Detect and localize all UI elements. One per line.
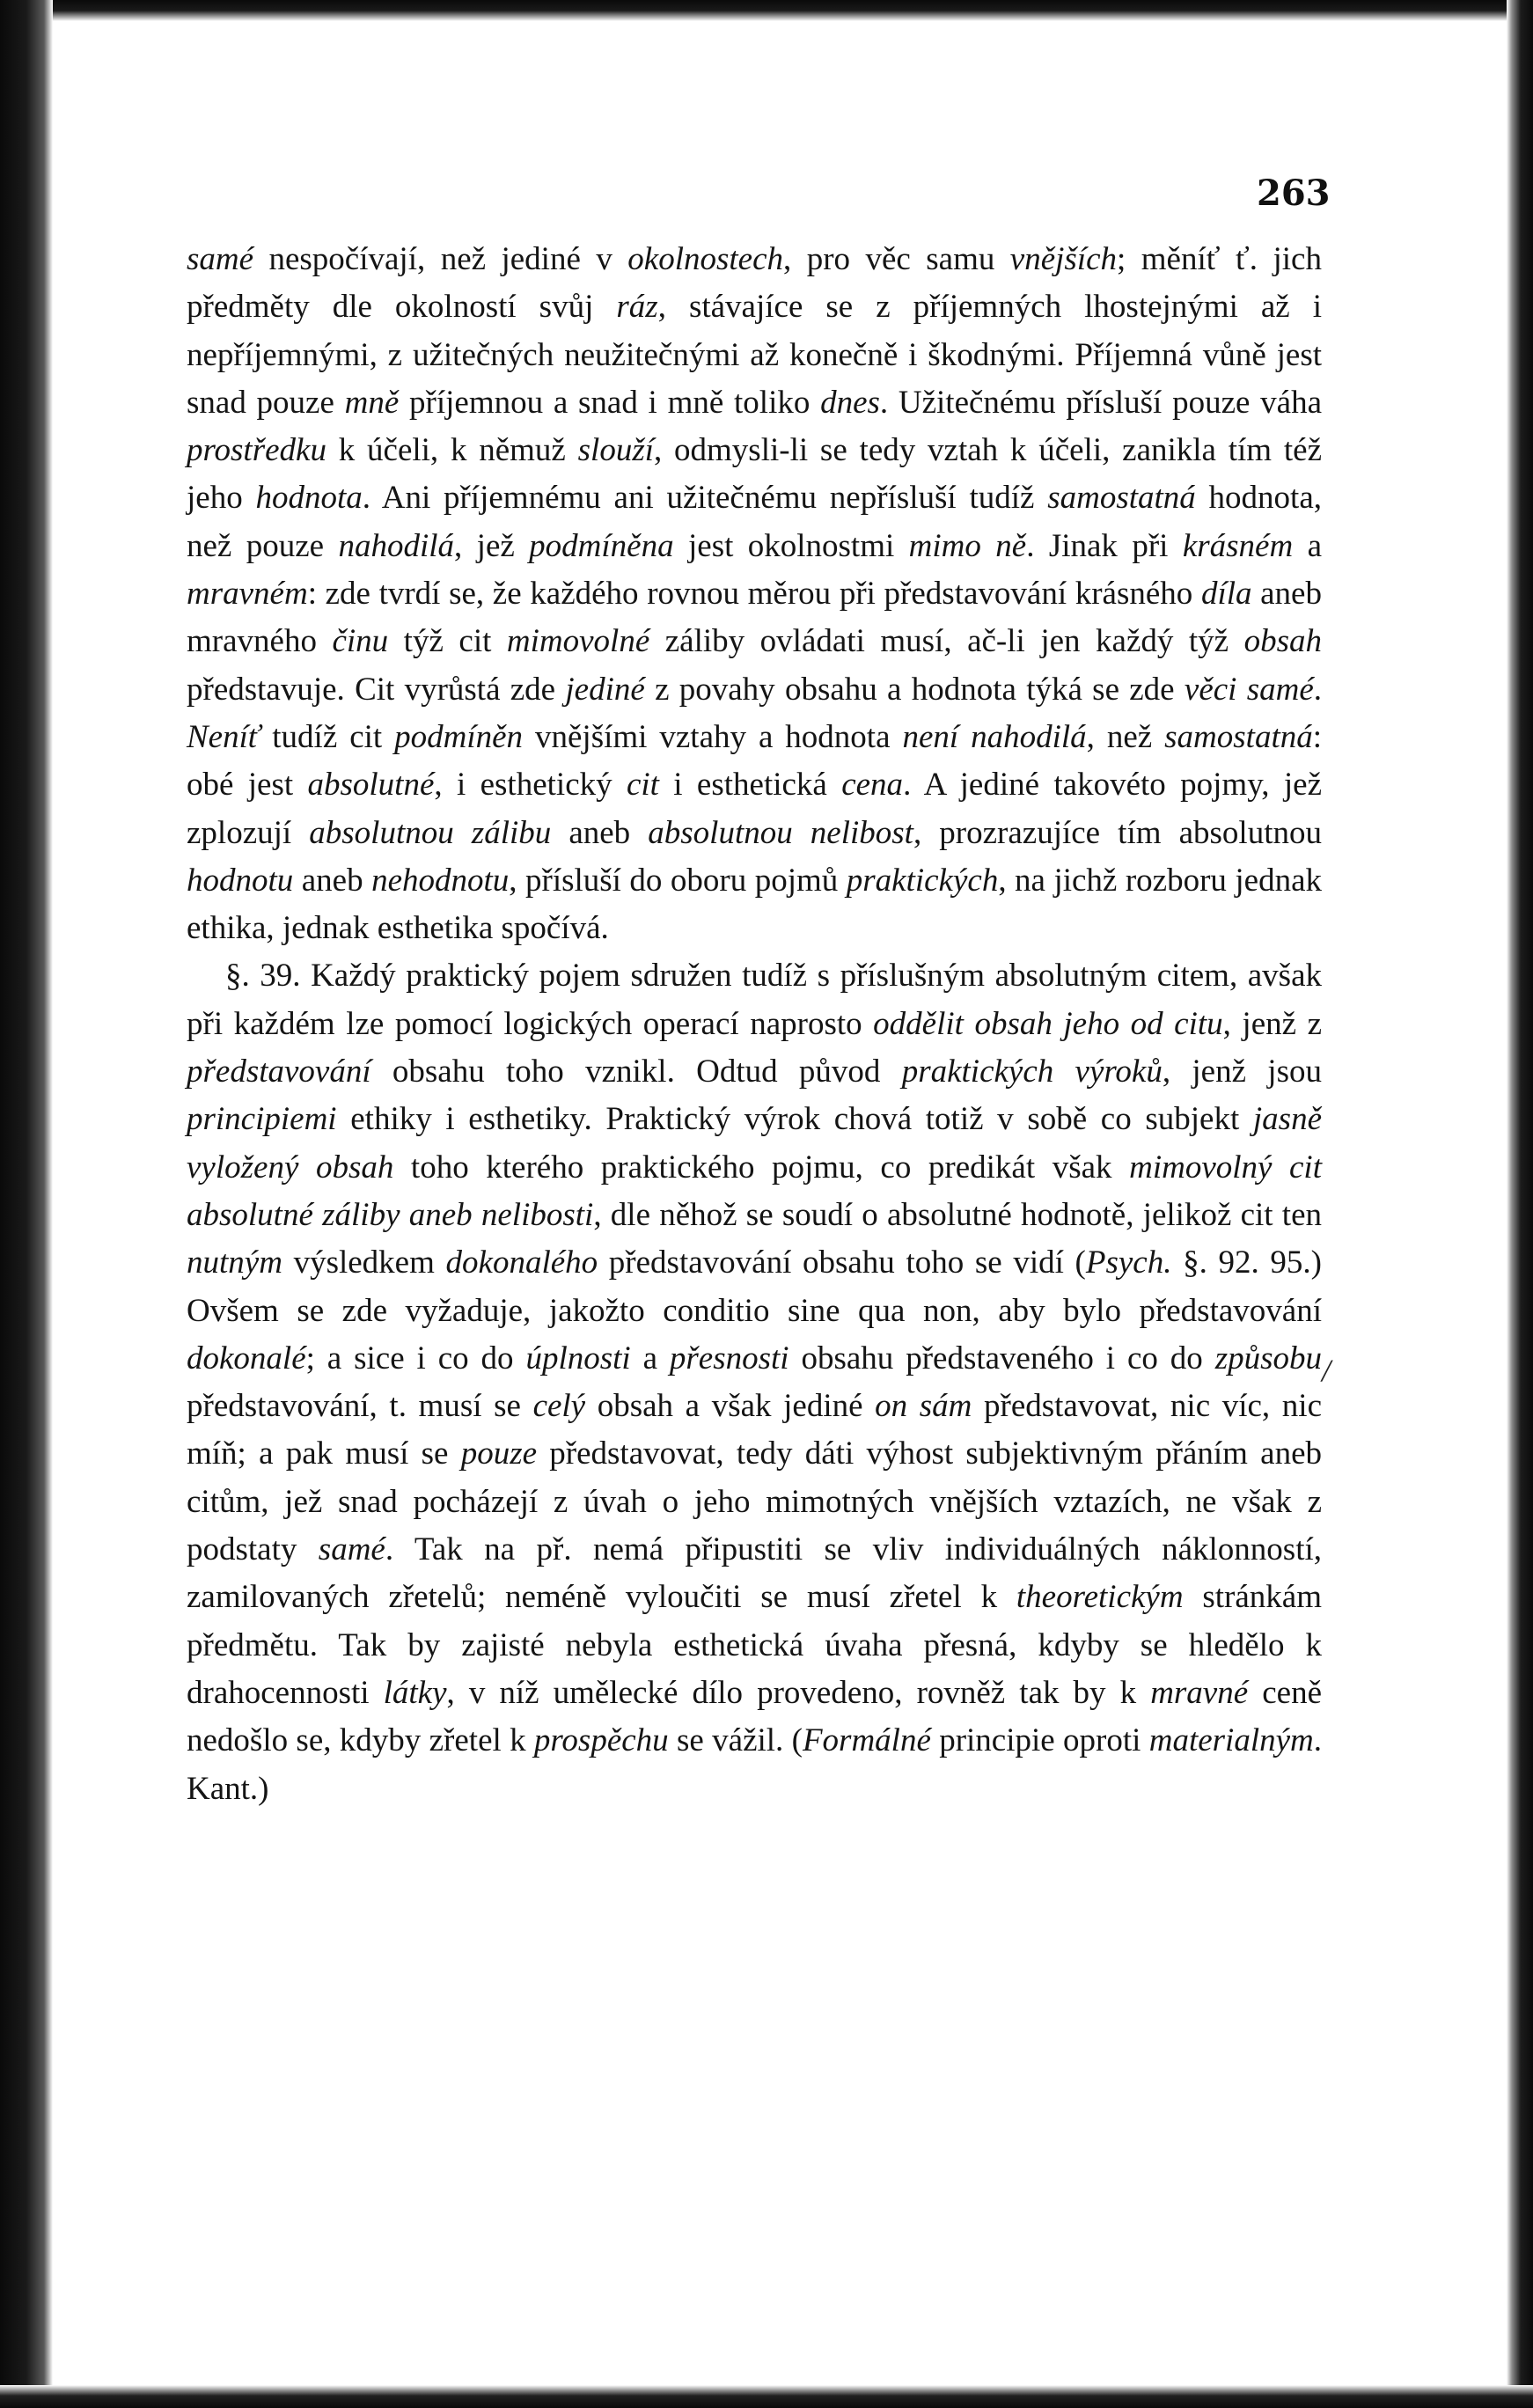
italic-run: díla — [1200, 576, 1252, 613]
text-run: , než — [1086, 718, 1165, 755]
scan-border-left — [0, 0, 53, 2408]
italic-run: Neníť — [187, 718, 260, 755]
text-run: obsah a však jediné — [585, 1388, 876, 1425]
scan-border-bottom — [0, 2385, 1533, 2408]
italic-run: on sám — [875, 1388, 972, 1425]
italic-run: obsah — [1243, 623, 1323, 660]
italic-run: principiemi — [187, 1101, 337, 1138]
italic-run: krásném — [1182, 527, 1294, 564]
page-number: 263 — [1257, 173, 1331, 214]
italic-run: podmíněn — [394, 718, 524, 755]
italic-run: mimovolný cit absolutné záliby aneb nelibosti — [187, 1149, 1322, 1233]
italic-run: mně — [344, 384, 400, 421]
italic-run: absolutnou zálibu — [309, 814, 552, 851]
text-run: i esthetická — [658, 767, 842, 804]
italic-run: samé — [187, 241, 254, 277]
text-run: představuje. Cit vyrůstá zde — [187, 671, 566, 708]
text-run: aneb mravného — [187, 576, 1322, 660]
text-run: k účeli, k němuž — [326, 432, 578, 469]
text-run: principie oproti — [930, 1722, 1149, 1759]
italic-run: vnějších — [1009, 241, 1118, 277]
text-run: ; měníť ť. jich předměty dle okolností svůj — [187, 241, 1322, 326]
text-run: , jenž z — [1222, 1005, 1322, 1042]
text-run: obsahu toho vznikl. Odtud původ — [370, 1054, 902, 1090]
text-run: , i esthetický — [434, 767, 627, 804]
italic-run: ráz — [616, 289, 658, 326]
text-run: , odmysli-li se tedy vztah k účeli, zanikla tím též jeho — [187, 432, 1322, 517]
italic-run: způsobu — [1214, 1340, 1322, 1377]
text-run: vnějšími vztahy a hodnota — [523, 718, 903, 755]
body-text — [187, 236, 1322, 1813]
italic-run: dokonalého — [445, 1244, 598, 1281]
text-run: , na jichž rozboru jednak ethika, jednak esthetika spočívá. — [187, 862, 1322, 947]
text-run: . Ani příjemnému ani užitečnému nepřísluší tudíž — [362, 480, 1048, 517]
italic-run: mimovolné — [506, 623, 650, 660]
italic-run: není nahodilá — [902, 718, 1087, 755]
italic-run: činu — [332, 623, 389, 660]
italic-run: praktických — [846, 862, 999, 899]
italic-run: theoretickým — [1016, 1579, 1184, 1616]
italic-run: cena — [841, 767, 904, 804]
text-run: tudíž cit — [260, 718, 395, 755]
italic-run: mravném — [187, 576, 308, 613]
text-run: , dle něhož se soudí o absolutné hodnotě, jelikož cit ten — [593, 1196, 1323, 1233]
italic-run: nehodnotu — [371, 862, 510, 899]
text-run: . Užitečnému přísluší pouze váha — [879, 384, 1322, 421]
italic-run: Formálné — [802, 1722, 931, 1759]
text-run: hodnota, než pouze — [187, 480, 1322, 564]
margin-mark: / — [1322, 1353, 1331, 1388]
text-run: toho kterého praktického pojmu, co predikát však — [393, 1149, 1130, 1186]
text-run: příjemnou a snad i mně toliko — [399, 384, 821, 421]
italic-run: podmíněna — [529, 527, 674, 564]
text-run: . — [1313, 671, 1322, 708]
text-run: aneb — [551, 814, 649, 851]
italic-run: úplnosti — [525, 1340, 631, 1377]
text-run: představovat, nic víc, nic míň; a pak musí se — [187, 1388, 1322, 1472]
italic-run: prostředku — [187, 432, 326, 469]
text-run: záliby ovládati musí, ač-li jen každý týž — [649, 623, 1244, 660]
text-run: §. 39. Každý praktický pojem sdružen tudíž s příslušným absolutným citem, avšak při každém lze pomocí logických operací naprosto — [187, 958, 1322, 1042]
italic-run: slouží — [577, 432, 654, 469]
text-run: , přísluší do oboru pojmů — [509, 862, 847, 899]
italic-run: dokonalé — [187, 1340, 306, 1377]
text-run: z povahy obsahu a hodnota týká se zde — [644, 671, 1185, 708]
italic-run: nutným — [187, 1244, 282, 1281]
italic-run: hodnota — [255, 480, 363, 517]
italic-run: samostatná — [1047, 480, 1196, 517]
italic-run: látky — [383, 1674, 447, 1711]
italic-run: dnes — [820, 384, 880, 421]
paragraph-2-section-39 — [187, 952, 1322, 1812]
italic-run: mimo ně — [908, 527, 1027, 564]
italic-run: materialným — [1148, 1722, 1314, 1759]
text-run: . A jediné takovéto pojmy, jež zplozují — [187, 767, 1323, 851]
italic-run: Psych. — [1085, 1244, 1172, 1281]
italic-run: mravné — [1150, 1674, 1249, 1711]
italic-run: hodnotu — [187, 862, 294, 899]
italic-run: praktických výroků — [901, 1054, 1163, 1090]
scan-border-right — [1507, 0, 1533, 2408]
text-run: ceně nedošlo se, kdyby zřetel k — [187, 1674, 1322, 1759]
text-run: , pro věc samu — [783, 241, 1010, 277]
italic-run: přesnosti — [669, 1340, 789, 1377]
text-run: aneb — [293, 862, 372, 899]
italic-run: oddělit obsah jeho od citu — [873, 1005, 1223, 1042]
italic-run: celý — [532, 1388, 586, 1425]
italic-run: jasně vyložený obsah — [187, 1101, 1322, 1186]
text-run: , jež — [454, 527, 530, 564]
italic-run: absolutnou nelibost — [648, 814, 913, 851]
italic-run: samostatná — [1164, 718, 1313, 755]
text-run: nespočívají, než jediné v — [253, 241, 628, 277]
italic-run: okolnostech — [627, 241, 783, 277]
text-run: představování obsahu toho se vidí ( — [598, 1244, 1086, 1281]
text-run: , jenž jsou — [1162, 1054, 1322, 1090]
text-run: . Tak na př. nemá připustiti se vliv individuálných náklonností, zamilovaných zřetelů; neméně vyloučiti se musí zřetel k — [187, 1531, 1323, 1616]
text-run: . Jinak při — [1026, 527, 1183, 564]
italic-run: věci samé — [1184, 671, 1314, 708]
italic-run: představování — [187, 1054, 371, 1090]
text-run: představovat, tedy dáti výhost subjektivným přáním aneb citům, jež snad pocházejí z úvah o jeho mimotných vnějších vztazích, ne však z podstaty — [187, 1435, 1323, 1568]
italic-run: jediné — [565, 671, 645, 708]
text-run: se vážil. ( — [668, 1722, 803, 1759]
text-run: a — [630, 1340, 670, 1377]
text-run: týž cit — [388, 623, 507, 660]
text-run: . Kant.) — [187, 1722, 1322, 1807]
text-run: ethiky i esthetiky. Praktický výrok chová totiž v sobě co subjekt — [336, 1101, 1253, 1138]
text-run: , v níž umělecké dílo provedeno, rovněž tak by k — [446, 1674, 1151, 1711]
italic-run: absolutné — [307, 767, 435, 804]
scan-border-top — [0, 0, 1533, 21]
text-run: a — [1293, 527, 1322, 564]
text-run: jest okolnostmi — [673, 527, 909, 564]
text-run: představování, t. musí se — [187, 1388, 533, 1425]
paragraph-1 — [187, 236, 1322, 952]
italic-run: samé — [318, 1531, 385, 1568]
text-run: §. 92. 95.) Ovšem se zde vyžaduje, jakožto conditio sine qua non, aby bylo představování — [187, 1244, 1322, 1329]
text-run: : zde tvrdí se, že každého rovnou měrou při představování krásného — [307, 576, 1201, 613]
italic-run: prospěchu — [533, 1722, 669, 1759]
text-run: , stávajíce se z příjemných lhostejnými až i nepříjemnými, z užitečných neužitečnými až konečně i škodnými. Příjemná vůně jest snad pouze — [187, 289, 1322, 421]
italic-run: cit — [626, 767, 659, 804]
text-run: : obé jest — [187, 718, 1322, 804]
text-run: ; a sice i co do — [305, 1340, 526, 1377]
italic-run: nahodilá — [338, 527, 455, 564]
text-run: stránkám předmětu. Tak by zajisté nebyla esthetická úvaha přesná, kdyby se hledělo k drahocennosti — [187, 1579, 1323, 1711]
text-run: výsledkem — [282, 1244, 446, 1281]
italic-run: pouze — [460, 1435, 538, 1472]
text-run: , prozrazujíce tím absolutnou — [913, 814, 1322, 851]
text-run: obsahu představeného i co do — [789, 1340, 1215, 1377]
